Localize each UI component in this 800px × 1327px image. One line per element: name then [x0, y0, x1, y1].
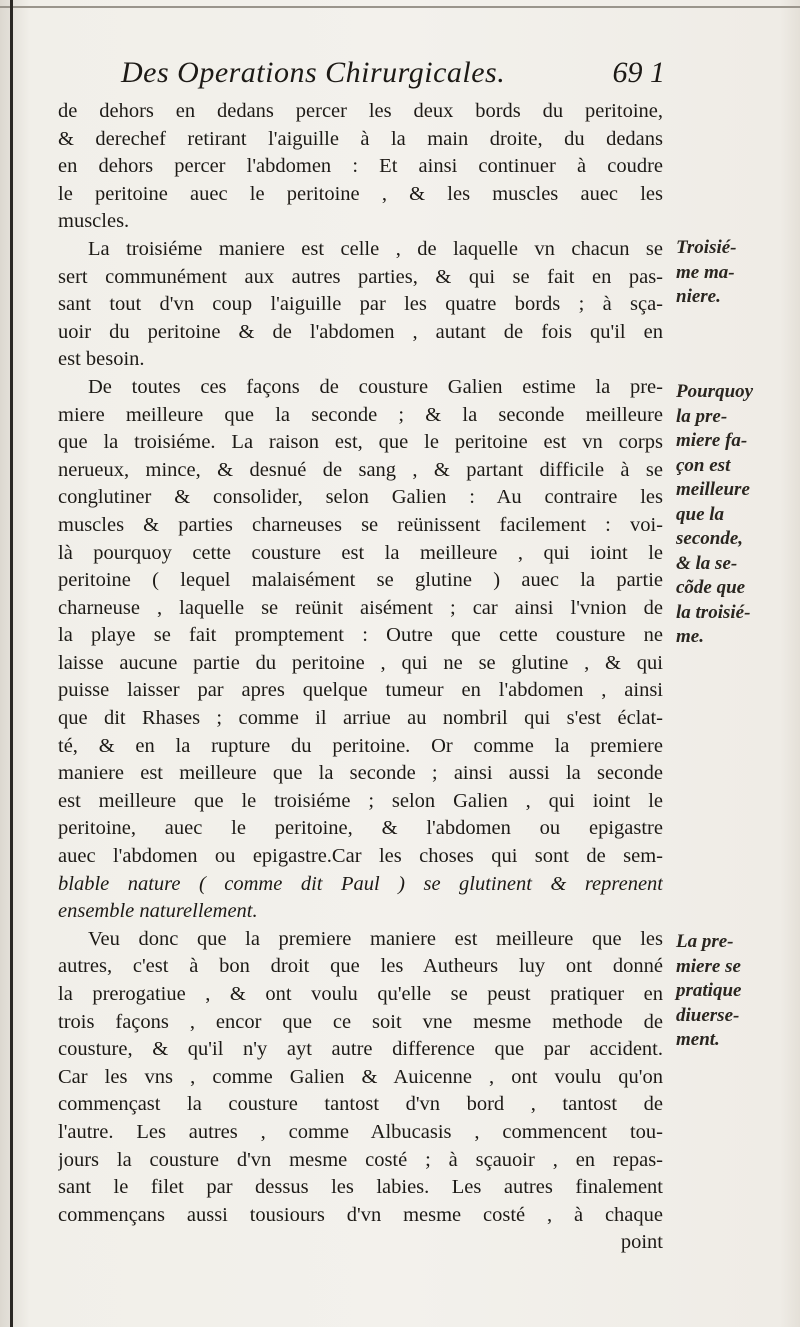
catchword: point	[620, 1231, 663, 1254]
text-line: sant le filet par dessus les labies. Les autres finalement	[58, 1176, 663, 1199]
text-line: conglutiner & consolider, selon Galien : Au contraire les	[58, 486, 663, 509]
text-line: l'autre. Les autres , comme Albucasis , commencent tou-	[58, 1120, 663, 1143]
margin-note-line: ment.	[676, 1029, 720, 1050]
margin-note-line: Pourquoy	[676, 381, 754, 402]
text-line: De toutes ces façons de cousture Galien estime la pre-	[88, 375, 663, 398]
margin-note-line: seconde,	[676, 528, 744, 549]
text-line: que la troisiéme. La raison est, que le peritoine est vn corps	[58, 431, 663, 454]
text-line: La troisiéme maniere est celle , de laquelle vn chacun se	[88, 237, 663, 260]
page-top-edge	[0, 6, 800, 8]
text-line: peritoine, auec le peritoine, & l'abdomen ou epigastre	[58, 817, 663, 840]
text-line: auec l'abdomen ou epigastre.Car les choses qui sont de sem-	[58, 845, 663, 868]
text-line: té, & en la rupture du peritoine. Or comme la premiere	[58, 734, 663, 757]
text-line: la prerogatiue , & ont voulu qu'elle se peust pratiquer en	[58, 983, 663, 1005]
text-line: blable nature ( comme dit Paul ) se glutinent & reprenent	[58, 872, 663, 895]
text-line: laisse aucune partie du peritoine , qui ne se glutine , & qui	[58, 651, 663, 674]
text-line: là pourquoy cette cousture est la meilleure , qui ioint le	[58, 541, 663, 564]
margin-note-line: La pre-	[676, 931, 734, 952]
margin-note-line: & la se-	[676, 552, 738, 574]
margin-note-line: cõde que	[676, 577, 746, 598]
text-line: uoir du peritoine & de l'abdomen , autant de fois qu'il en	[58, 320, 663, 343]
margin-note-line: la pre-	[676, 405, 728, 427]
margin-note-third-method	[676, 236, 796, 310]
text-line: miere meilleure que la seconde ; & la seconde meilleure	[58, 403, 663, 426]
paragraph	[58, 926, 663, 1257]
book-spine-edge	[10, 0, 13, 1327]
running-head: Des Operations Chirurgicales.	[121, 56, 506, 89]
page-header	[55, 52, 665, 92]
paragraph	[58, 98, 663, 236]
text-line: Veu donc que la premiere maniere est meilleure que les	[88, 927, 663, 950]
text-line: commençans aussi tousiours d'vn mesme costé , à chaque	[58, 1203, 663, 1226]
text-line: est besoin.	[58, 348, 145, 371]
text-line: trois façons , encor que ce soit vne mesme methode de	[58, 1010, 663, 1033]
text-line: sert communément aux autres parties, & qui se fait en pas-	[58, 265, 663, 288]
text-line: que dit Rhases ; comme il arriue au nombril qui s'est éclat-	[58, 707, 663, 730]
text-line: commençast la cousture tantost d'vn bord , tantost de	[58, 1093, 663, 1116]
margin-note-line: pratique	[676, 980, 742, 1001]
text-line: cousture, & qu'il n'y ayt autre difference que par accident.	[58, 1038, 663, 1061]
margin-note-line: miere se	[676, 955, 741, 977]
margin-note-line: diuerse-	[676, 1004, 740, 1026]
margin-note-line: miere fa-	[676, 430, 748, 451]
text-line: la playe se fait promptement : Outre que cette cousture ne	[58, 624, 663, 647]
text-line: le peritoine auec le peritoine , & les muscles auec les	[58, 182, 663, 205]
text-line: nerueux, mince, & desnué de sang , & partant difficile à se	[58, 458, 663, 481]
text-line: charneuse , laquelle se reünit aisément ; car ainsi l'vnion de	[58, 596, 663, 619]
margin-note-first-varied	[676, 930, 796, 1053]
margin-note-line: que la	[676, 503, 725, 525]
main-text	[58, 98, 663, 1257]
text-line: maniere est meilleure que la seconde ; ainsi aussi la seconde	[58, 762, 663, 785]
text-line: de dehors en dedans percer les deux bords du peritoine,	[58, 100, 663, 122]
page-number: 69 1	[612, 56, 665, 89]
margin-note-line: me ma-	[676, 261, 735, 283]
text-line: & derechef retirant l'aiguille à la main droite, du dedans	[58, 127, 663, 150]
text-line: Car les vns , comme Galien & Auicenne , ont voulu qu'on	[58, 1065, 663, 1088]
margin-note-line: niere.	[676, 286, 721, 307]
paragraph	[58, 374, 663, 926]
text-line: autres, c'est à bon droit que les Autheurs luy ont donné	[58, 955, 663, 978]
text-line: ensemble naturellement.	[58, 900, 258, 923]
text-line: muscles.	[58, 210, 130, 233]
text-line: muscles & parties charneuses se reünissent facilement : voi-	[58, 513, 663, 536]
margin-note-line: çon est	[676, 454, 731, 476]
text-line: puisse laisser par apres quelque tumeur en l'abdomen , ainsi	[58, 679, 663, 702]
text-line: en dehors percer l'abdomen : Et ainsi continuer à coudre	[58, 155, 663, 178]
text-line: est meilleure que le troisiéme ; selon Galien , qui ioint le	[58, 789, 663, 812]
margin-note-why-first-best	[676, 380, 796, 650]
margin-note-line: Troisié-	[676, 237, 737, 258]
text-line: jours la cousture d'vn mesme costé ; à sçauoir , en repas-	[58, 1148, 663, 1171]
margin-note-line: meilleure	[676, 479, 750, 500]
text-line: sant tout d'vn coup l'aiguille par les quatre bords ; à sça-	[58, 293, 663, 316]
text-line: peritoine ( lequel malaisément se glutine ) auec la partie	[58, 569, 663, 592]
paragraph	[58, 236, 663, 374]
margin-note-line: la troisié-	[676, 601, 751, 623]
margin-note-line: me.	[676, 626, 704, 647]
